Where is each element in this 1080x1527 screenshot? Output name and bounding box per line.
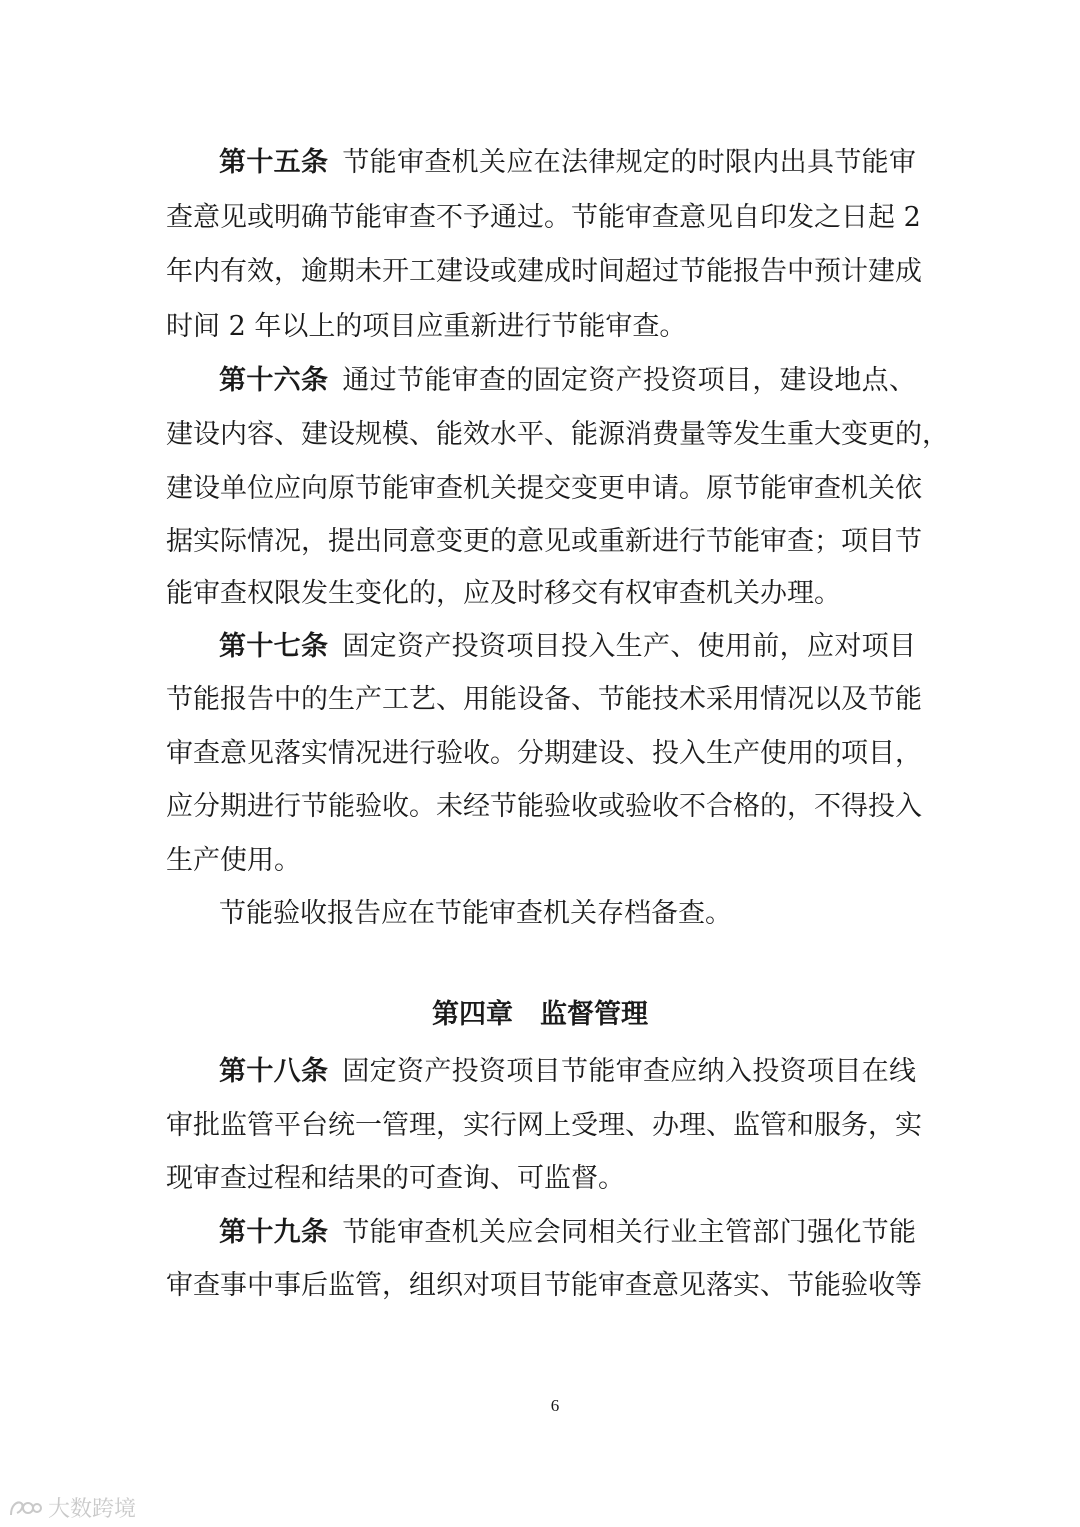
article-15-line-2: 查意见或明确节能审查不予通过。节能审查意见自印发之日起 2 <box>166 202 921 233</box>
article-16-line-3: 建设单位应向原节能审查机关提交变更申请。原节能审查机关依 <box>166 473 922 504</box>
article-19-line-2: 审查事中事后监管，组织对项目节能审查意见落实、节能验收等 <box>166 1270 922 1301</box>
article-18-line-1: 第十八条 固定资产投资项目节能审查应纳入投资项目在线 <box>219 1056 917 1087</box>
chapter-title: 第四章 监督管理 <box>432 999 648 1030</box>
article-15-line-3: 年内有效，逾期未开工建设或建成时间超过节能报告中预计建成 <box>166 256 922 287</box>
paragraph-acceptance-report: 节能验收报告应在节能审查机关存档备查。 <box>219 898 732 929</box>
article-18-line-3: 现审查过程和结果的可查询、可监督。 <box>166 1163 625 1194</box>
article-heading: 第十七条 <box>219 631 329 662</box>
article-16-line-5: 能审查权限发生变化的，应及时移交有权审查机关办理。 <box>166 578 841 609</box>
watermark <box>8 1492 136 1523</box>
article-17-line-2: 节能报告中的生产工艺、用能设备、节能技术采用情况以及节能 <box>166 684 922 715</box>
article-18-line-2: 审批监管平台统一管理，实行网上受理、办理、监管和服务，实 <box>166 1110 922 1141</box>
watermark-text: 大数跨境 <box>48 1497 137 1522</box>
article-17-line-1: 第十七条 固定资产投资项目投入生产、使用前，应对项目 <box>219 631 917 662</box>
article-17-line-5: 生产使用。 <box>166 845 301 876</box>
article-17-line-4: 应分期进行节能验收。未经节能验收或验收不合格的，不得投入 <box>166 791 922 822</box>
article-16-line-4: 据实际情况，提出同意变更的意见或重新进行节能审查；项目节 <box>166 526 922 557</box>
article-17-line-3: 审查意见落实情况进行验收。分期建设、投入生产使用的项目， <box>166 738 922 769</box>
article-19-line-1: 第十九条 节能审查机关应会同相关行业主管部门强化节能 <box>219 1217 917 1248</box>
page-number: 6 <box>550 1396 560 1415</box>
article-heading: 第十九条 <box>219 1217 329 1248</box>
article-15-line-1: 第十五条 节能审查机关应在法律规定的时限内出具节能审 <box>219 147 917 178</box>
article-16-line-2: 建设内容、建设规模、能效水平、能源消费量等发生重大变更的， <box>166 419 949 450</box>
brand-logo-icon <box>8 1497 42 1519</box>
article-16-line-1: 第十六条 通过节能审查的固定资产投资项目，建设地点、 <box>219 365 917 396</box>
article-heading: 第十六条 <box>219 365 329 396</box>
article-heading: 第十五条 <box>219 147 329 178</box>
article-15-line-4: 时间 2 年以上的项目应重新进行节能审查。 <box>166 311 687 342</box>
article-heading: 第十八条 <box>219 1056 329 1087</box>
